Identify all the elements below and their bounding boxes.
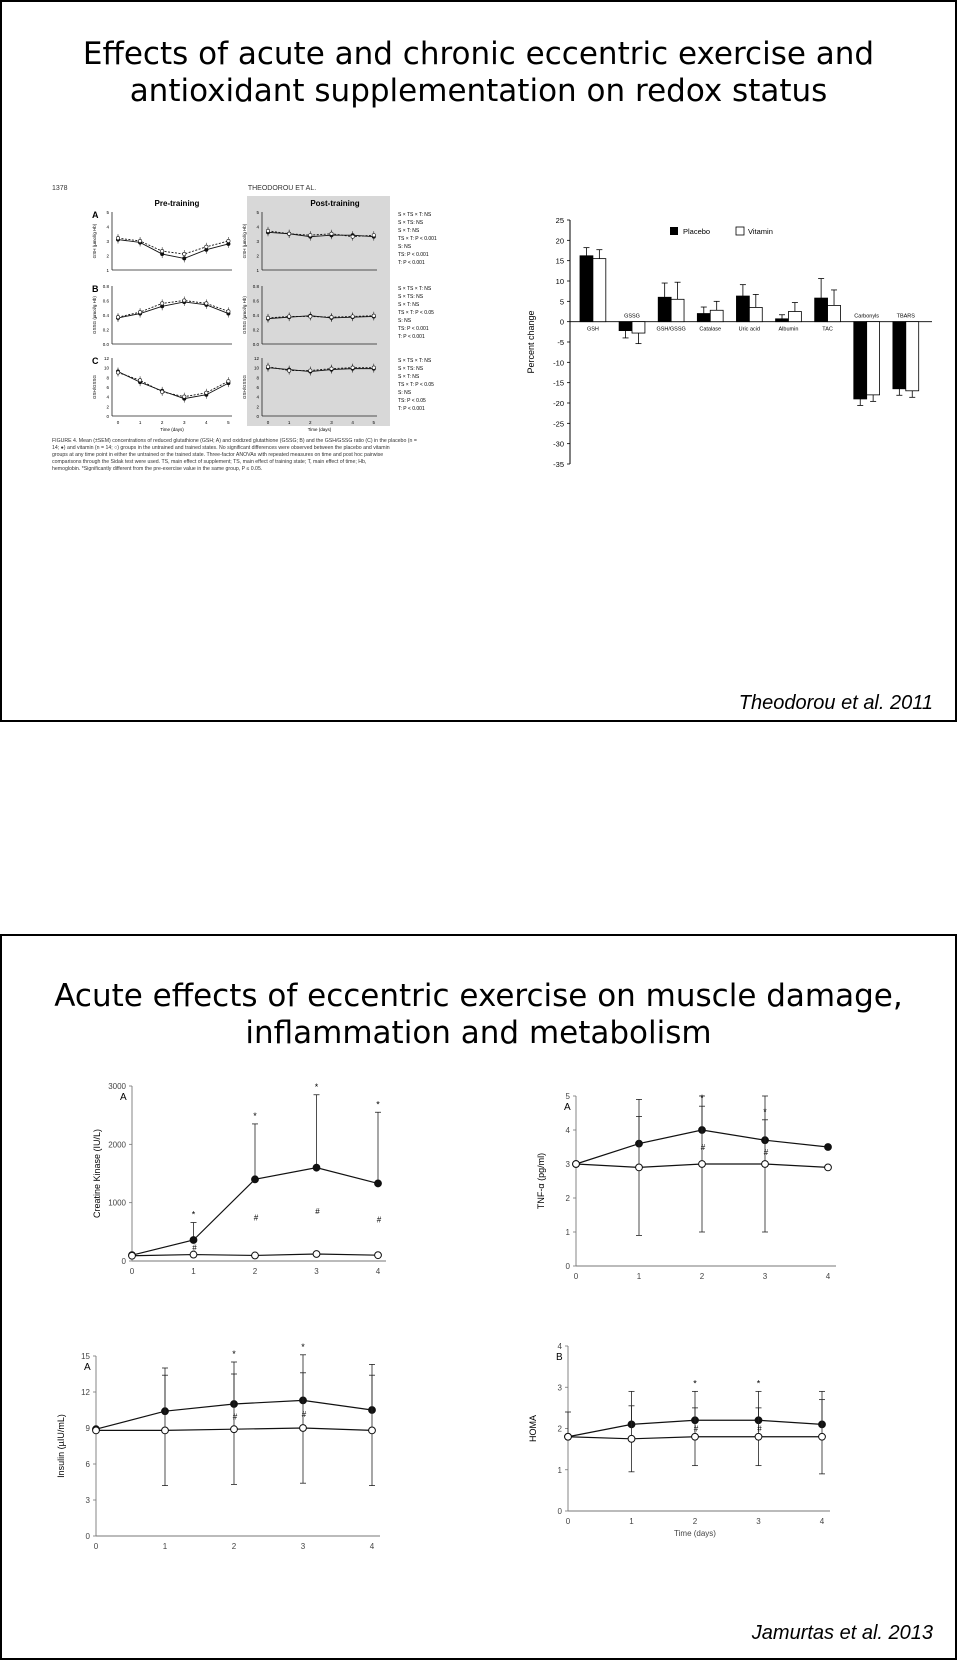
slide-2 xyxy=(0,934,957,1660)
y-tick-label: -15 xyxy=(553,378,564,388)
x-tick-label: 1 xyxy=(636,1272,642,1281)
x-tick-label: 3 xyxy=(314,1267,319,1276)
bar-placebo xyxy=(776,319,789,322)
legend-label-vitamin: Vitamin xyxy=(748,227,773,236)
bar-placebo xyxy=(619,322,632,331)
y-tick-label: 3 xyxy=(256,239,259,244)
panel-letter: A xyxy=(92,210,99,220)
tnf-alpha-chart xyxy=(536,1086,892,1296)
panel-ylabel: GSH/GSSG xyxy=(242,374,247,400)
vitamin-point xyxy=(330,315,333,318)
stats-line: S: NS xyxy=(398,244,412,250)
stats-line: S: NS xyxy=(398,390,412,396)
significance-star: * xyxy=(314,1081,319,1092)
x-tick-label: 3 xyxy=(762,1272,768,1281)
y-tick-label: 4 xyxy=(106,224,109,230)
y-tick-label: 0 xyxy=(85,1532,90,1541)
category-label: TBARS xyxy=(896,313,915,320)
significance-hash: # xyxy=(253,1213,259,1223)
significance-hash: # xyxy=(192,1243,197,1253)
figure-caption-line: comparisons through the Sidak test were used. TS, main effect of supplement; TS, main effect of training state; T, main effect of time; Hb, xyxy=(52,459,367,465)
stats-line: TS: P < 0.05 xyxy=(398,398,426,404)
significance-star: * xyxy=(693,1378,697,1389)
x-tick-label: 4 xyxy=(205,420,208,425)
y-tick-label: 3 xyxy=(557,1383,562,1393)
significance-star: * xyxy=(301,1341,305,1352)
significance-star: * xyxy=(756,1378,761,1389)
legend-swatch-placebo xyxy=(670,227,678,235)
x-tick-label: 4 xyxy=(369,1542,375,1551)
stats-line: TS: P < 0.001 xyxy=(398,326,429,332)
vitamin-point xyxy=(205,391,208,394)
category-label: GSH/GSSG xyxy=(656,326,686,333)
filled-point xyxy=(313,1164,320,1171)
vitamin-point xyxy=(287,232,290,235)
open-point xyxy=(755,1433,762,1440)
panel-letter: A xyxy=(84,1362,91,1373)
y-tick-label: 0.4 xyxy=(252,313,259,318)
x-tick-label: 0 xyxy=(573,1272,579,1281)
panel-letter: A xyxy=(564,1102,571,1113)
filled-point xyxy=(375,1180,382,1187)
open-point xyxy=(573,1161,580,1168)
open-point xyxy=(375,1252,382,1259)
bar-placebo xyxy=(697,314,710,322)
y-tick-label: 5 xyxy=(256,210,259,215)
category-label: Uric acid xyxy=(738,326,761,333)
x-tick-label: 2 xyxy=(160,420,164,425)
x-tick-label: 2 xyxy=(699,1272,705,1281)
significance-star: * xyxy=(232,1349,236,1359)
y-axis-label: Insulin (µIU/mL) xyxy=(56,1414,66,1478)
category-label: TAC xyxy=(822,326,833,333)
y-tick-label: 4 xyxy=(256,394,259,400)
panel-letter: A xyxy=(120,1092,127,1103)
category-label: Albumin xyxy=(778,326,799,333)
vitamin-point xyxy=(227,310,230,313)
vitamin-point xyxy=(205,245,208,248)
vitamin-point xyxy=(160,390,163,393)
open-point xyxy=(636,1164,643,1171)
category-label: GSSG xyxy=(624,313,640,320)
y-axis-label: Percent change xyxy=(526,310,536,374)
stats-line: TS: P < 0.001 xyxy=(398,252,429,258)
x-tick-label: 3 xyxy=(182,420,186,425)
x-tick-label: 0 xyxy=(129,1267,135,1276)
bar-vitamin xyxy=(749,307,762,321)
y-tick-label: 20 xyxy=(555,236,564,246)
open-point xyxy=(762,1161,769,1168)
legend-label-placebo: Placebo xyxy=(683,227,711,236)
panel-letter: B xyxy=(92,284,99,294)
y-tick-label: 12 xyxy=(253,356,259,361)
open-point xyxy=(825,1164,832,1171)
vitamin-point xyxy=(309,315,312,318)
bar-placebo xyxy=(658,297,671,321)
stats-line: TS × T: P < 0.001 xyxy=(398,236,437,242)
stats-line: T: P < 0.001 xyxy=(398,406,425,412)
filled-point xyxy=(825,1144,832,1151)
bar-vitamin xyxy=(906,322,919,391)
significance-star: * xyxy=(376,1099,380,1110)
open-point xyxy=(93,1427,100,1434)
x-tick-label: 3 xyxy=(756,1517,761,1526)
y-tick-label: 10 xyxy=(103,365,109,371)
y-tick-label: 0 xyxy=(106,414,109,419)
vitamin-point xyxy=(351,366,354,369)
y-tick-label: 10 xyxy=(555,277,564,286)
panel-letter: C xyxy=(92,356,99,366)
y-tick-label: 3000 xyxy=(108,1082,126,1091)
y-tick-label: 0.8 xyxy=(102,284,109,289)
y-tick-label: 0 xyxy=(121,1257,126,1266)
y-tick-label: -25 xyxy=(553,419,564,429)
placebo-line xyxy=(118,240,228,259)
panel-ylabel: GSH (µmol/g Hb) xyxy=(242,223,247,259)
vitamin-point xyxy=(351,315,354,318)
open-point xyxy=(692,1433,699,1440)
vitamin-point xyxy=(309,369,312,372)
y-tick-label: 0.2 xyxy=(252,327,259,333)
x-tick-label: 0 xyxy=(116,420,120,425)
open-point xyxy=(231,1426,238,1433)
x-tick-label: 4 xyxy=(375,1267,381,1276)
x-axis-label: Time (days) xyxy=(160,427,184,432)
y-axis-label: TNF-α (pg/ml) xyxy=(536,1152,546,1210)
bar-vitamin xyxy=(867,322,880,395)
vitamin-line xyxy=(118,373,228,397)
y-tick-label: 15 xyxy=(555,256,564,266)
y-tick-label: -35 xyxy=(553,460,564,469)
insulin-chart xyxy=(42,1336,422,1556)
x-tick-label: 1 xyxy=(287,420,291,425)
x-tick-label: 5 xyxy=(227,420,230,425)
vitamin-point xyxy=(116,315,119,318)
y-tick-label: 15 xyxy=(81,1352,90,1361)
bar-vitamin xyxy=(828,305,841,321)
panel-ylabel: GSSG (µmol/g Hb) xyxy=(92,296,97,334)
stats-line: S × TS × T: NS xyxy=(398,286,432,292)
y-tick-label: 5 xyxy=(565,1092,570,1101)
bar-placebo xyxy=(580,256,593,322)
vitamin-point xyxy=(227,239,230,242)
bar-placebo xyxy=(893,322,906,389)
vitamin-point xyxy=(116,371,119,374)
bar-vitamin xyxy=(788,312,801,322)
creatine-kinase-chart xyxy=(78,1076,428,1276)
figure-caption-line: hemoglobin. *Significantly different from the pre-exercise value in the same group, P ≤ 0.05. xyxy=(52,466,263,472)
panel-ylabel: GSH (µmol/g Hb) xyxy=(92,223,97,259)
y-axis-label: Creatine Kinase (IU/L) xyxy=(92,1128,102,1219)
y-tick-label: 2 xyxy=(565,1194,570,1203)
y-tick-label: 4 xyxy=(106,394,109,400)
y-tick-label: 2 xyxy=(256,404,259,410)
vitamin-point xyxy=(330,232,333,235)
open-point xyxy=(252,1252,259,1259)
slide-2-title: Acute effects of eccentric exercise on muscle damage, inflammation and metabolism xyxy=(54,978,903,1051)
x-tick-label: 3 xyxy=(330,420,333,425)
bar-vitamin xyxy=(632,322,645,333)
x-tick-label: 4 xyxy=(825,1272,831,1281)
category-label: GSH xyxy=(586,326,599,333)
open-point xyxy=(313,1251,320,1258)
vitamin-point xyxy=(205,302,208,305)
stats-line: T: P < 0.001 xyxy=(398,334,425,340)
y-tick-label: -10 xyxy=(553,358,564,368)
vitamin-point xyxy=(138,310,141,313)
figure-caption-line: groups at any time point in either the untrained or the trained state. Three-factor ANOVAs with repeated measures on time and post hoc pairwise xyxy=(52,452,384,458)
vitamin-point xyxy=(227,380,230,383)
x-tick-label: 1 xyxy=(162,1542,168,1551)
y-tick-label: 0.6 xyxy=(252,298,259,304)
y-tick-label: 1 xyxy=(565,1228,570,1237)
open-point xyxy=(129,1252,136,1259)
significance-hash: # xyxy=(763,1148,769,1158)
y-tick-label: 1000 xyxy=(108,1198,126,1208)
x-tick-label: 4 xyxy=(819,1517,825,1526)
y-tick-label: 0 xyxy=(557,1507,562,1516)
pre-training-label: Pre-training xyxy=(154,199,200,208)
x-tick-label: 2 xyxy=(692,1517,698,1526)
x-tick-label: 3 xyxy=(300,1542,306,1551)
page-header-center: THEODOROU ET AL. xyxy=(247,185,317,192)
x-tick-label: 2 xyxy=(231,1542,237,1551)
y-tick-label: 3 xyxy=(565,1160,570,1169)
y-tick-label: 4 xyxy=(256,224,259,230)
open-point xyxy=(565,1433,572,1440)
legend-swatch-vitamin xyxy=(736,227,744,235)
significance-star: * xyxy=(700,1093,704,1104)
glutathione-figure xyxy=(52,182,522,500)
stats-line: S × T: NS xyxy=(398,302,420,308)
x-tick-label: 1 xyxy=(191,1267,196,1276)
vitamin-point xyxy=(266,229,269,232)
vitamin-point xyxy=(266,365,269,368)
x-tick-label: 2 xyxy=(252,1267,258,1276)
y-tick-label: 4 xyxy=(565,1126,570,1135)
page-header-left: 1378 xyxy=(52,185,68,192)
bar-placebo xyxy=(736,296,749,322)
bar-vitamin xyxy=(593,259,606,322)
vitamin-point xyxy=(183,299,186,302)
slide-1 xyxy=(0,0,957,722)
significance-hash: # xyxy=(376,1215,382,1225)
stats-line: S × TS: NS xyxy=(398,366,424,372)
stats-line: S × TS: NS xyxy=(398,294,424,300)
y-tick-label: 1 xyxy=(557,1465,562,1475)
y-tick-label: 6 xyxy=(85,1460,90,1469)
significance-hash: # xyxy=(757,1424,762,1434)
y-tick-label: 6 xyxy=(256,385,259,390)
y-tick-label: -20 xyxy=(553,399,564,408)
y-tick-label: 2000 xyxy=(108,1140,126,1150)
significance-hash: # xyxy=(232,1412,238,1422)
slide-1-title: Effects of acute and chronic eccentric exercise and antioxidant supplementation on redox status xyxy=(82,36,875,109)
y-tick-label: -5 xyxy=(557,338,564,347)
x-axis-label: Time (days) xyxy=(674,1529,716,1538)
panel-letter: B xyxy=(556,1352,563,1363)
vitamin-point xyxy=(372,314,375,317)
y-tick-label: 4 xyxy=(557,1342,562,1351)
stats-line: S × TS × T: NS xyxy=(398,212,432,218)
stats-line: S × TS × T: NS xyxy=(398,358,432,364)
significance-star: * xyxy=(191,1209,196,1220)
open-point xyxy=(369,1427,376,1434)
y-tick-label: 0.8 xyxy=(252,284,259,289)
significance-star: * xyxy=(763,1106,767,1117)
y-tick-label: 0.6 xyxy=(102,298,109,304)
y-tick-label: 6 xyxy=(106,385,109,390)
y-tick-label: 2 xyxy=(106,404,109,410)
stats-line: S: NS xyxy=(398,318,412,324)
vitamin-point xyxy=(372,366,375,369)
vitamin-point xyxy=(116,236,119,239)
post-training-label: Post-training xyxy=(310,199,360,208)
vitamin-point xyxy=(183,252,186,255)
vitamin-line xyxy=(118,238,228,254)
y-tick-label: 3 xyxy=(85,1496,90,1505)
stats-line: S × T: NS xyxy=(398,228,420,234)
figure-caption-line: FIGURE 4. Mean (±SEM) concentrations of reduced glutathione (GSH; A) and oxidized glutathione (GSSG; B) and the GSH/GSSG ratio (C) in the placebo (n = xyxy=(52,438,417,444)
y-tick-label: 2 xyxy=(256,253,259,259)
x-tick-label: 5 xyxy=(372,420,376,425)
y-tick-label: 12 xyxy=(81,1388,90,1397)
vitamin-point xyxy=(160,249,163,252)
category-label: Carbonyls xyxy=(854,313,880,320)
filled-point xyxy=(252,1176,259,1183)
y-tick-label: 8 xyxy=(256,375,259,381)
placebo-line xyxy=(118,302,228,318)
y-tick-label: 0.2 xyxy=(102,327,109,333)
vitamin-point xyxy=(287,315,290,318)
vitamin-point xyxy=(351,235,354,238)
open-point xyxy=(699,1161,706,1168)
y-tick-label: 0 xyxy=(256,414,259,419)
x-tick-label: 4 xyxy=(351,420,354,425)
x-tick-label: 0 xyxy=(93,1542,99,1551)
x-tick-label: 1 xyxy=(629,1517,634,1526)
bar-placebo xyxy=(815,298,828,322)
stats-line: S × TS: NS xyxy=(398,220,424,226)
vitamin-point xyxy=(330,367,333,370)
y-tick-label: 0.4 xyxy=(102,313,109,318)
significance-hash: # xyxy=(700,1143,706,1152)
vitamin-point xyxy=(266,316,269,319)
stats-line: TS × T: P < 0.05 xyxy=(398,310,434,316)
stats-line: T: P < 0.001 xyxy=(398,260,425,266)
open-point xyxy=(819,1433,826,1440)
x-tick-label: 2 xyxy=(309,420,312,425)
y-tick-label: 12 xyxy=(103,356,109,361)
homa-chart xyxy=(528,1336,880,1556)
open-point xyxy=(628,1435,635,1442)
vitamin-point xyxy=(183,395,186,398)
bar-vitamin xyxy=(710,310,723,321)
y-tick-label: 0 xyxy=(559,317,564,327)
figure-caption-line: 14; ●) and vitamin (n = 14; ○) groups in the untrained and trained states. No significant differences were observed between the placebo and vitamin xyxy=(52,445,390,451)
panel-ylabel: GSH/GSSG xyxy=(92,374,97,400)
bar-placebo xyxy=(854,322,867,399)
y-tick-label: 3 xyxy=(106,239,109,244)
vitamin-point xyxy=(138,379,141,382)
percent-change-bar-chart xyxy=(526,214,937,474)
slide-2-citation: Jamurtas et al. 2013 xyxy=(751,1622,933,1644)
y-tick-label: 8 xyxy=(106,375,109,381)
y-tick-label: 2 xyxy=(557,1424,562,1434)
x-tick-label: 0 xyxy=(266,420,270,425)
category-label: Catalase xyxy=(699,326,722,333)
y-tick-label: 10 xyxy=(253,365,259,371)
y-tick-label: 0.0 xyxy=(252,342,259,347)
y-tick-label: 2 xyxy=(106,253,109,259)
significance-star: * xyxy=(253,1110,257,1121)
bar-vitamin xyxy=(671,299,684,321)
vitamin-point xyxy=(287,369,290,372)
x-tick-label: 0 xyxy=(565,1517,571,1526)
y-tick-label: 0 xyxy=(565,1262,570,1271)
stats-line: TS × T: P < 0.05 xyxy=(398,382,434,388)
vitamin-point xyxy=(138,239,141,242)
y-tick-label: 9 xyxy=(85,1424,90,1433)
y-tick-label: 25 xyxy=(555,216,564,225)
y-tick-label: 5 xyxy=(106,210,109,215)
vitamin-point xyxy=(309,234,312,237)
significance-hash: # xyxy=(301,1410,307,1420)
y-tick-label: -30 xyxy=(553,439,564,449)
y-tick-label: 0.0 xyxy=(102,342,109,347)
vitamin-point xyxy=(372,234,375,237)
significance-hash: # xyxy=(315,1206,320,1216)
y-tick-label: 5 xyxy=(559,297,564,307)
x-tick-label: 1 xyxy=(138,420,142,425)
open-point xyxy=(162,1427,169,1434)
open-point xyxy=(300,1425,307,1432)
panel-ylabel: GSSG (µmol/g Hb) xyxy=(242,296,247,334)
y-tick-label: 1 xyxy=(256,268,259,273)
y-axis-label: HOMA xyxy=(528,1415,538,1442)
vitamin-point xyxy=(160,302,163,305)
stats-line: S × T: NS xyxy=(398,374,420,380)
x-axis-label: Time (days) xyxy=(307,427,332,432)
y-tick-label: 1 xyxy=(106,268,109,273)
significance-hash: # xyxy=(693,1424,699,1434)
slide-1-citation: Theodorou et al. 2011 xyxy=(738,692,933,714)
